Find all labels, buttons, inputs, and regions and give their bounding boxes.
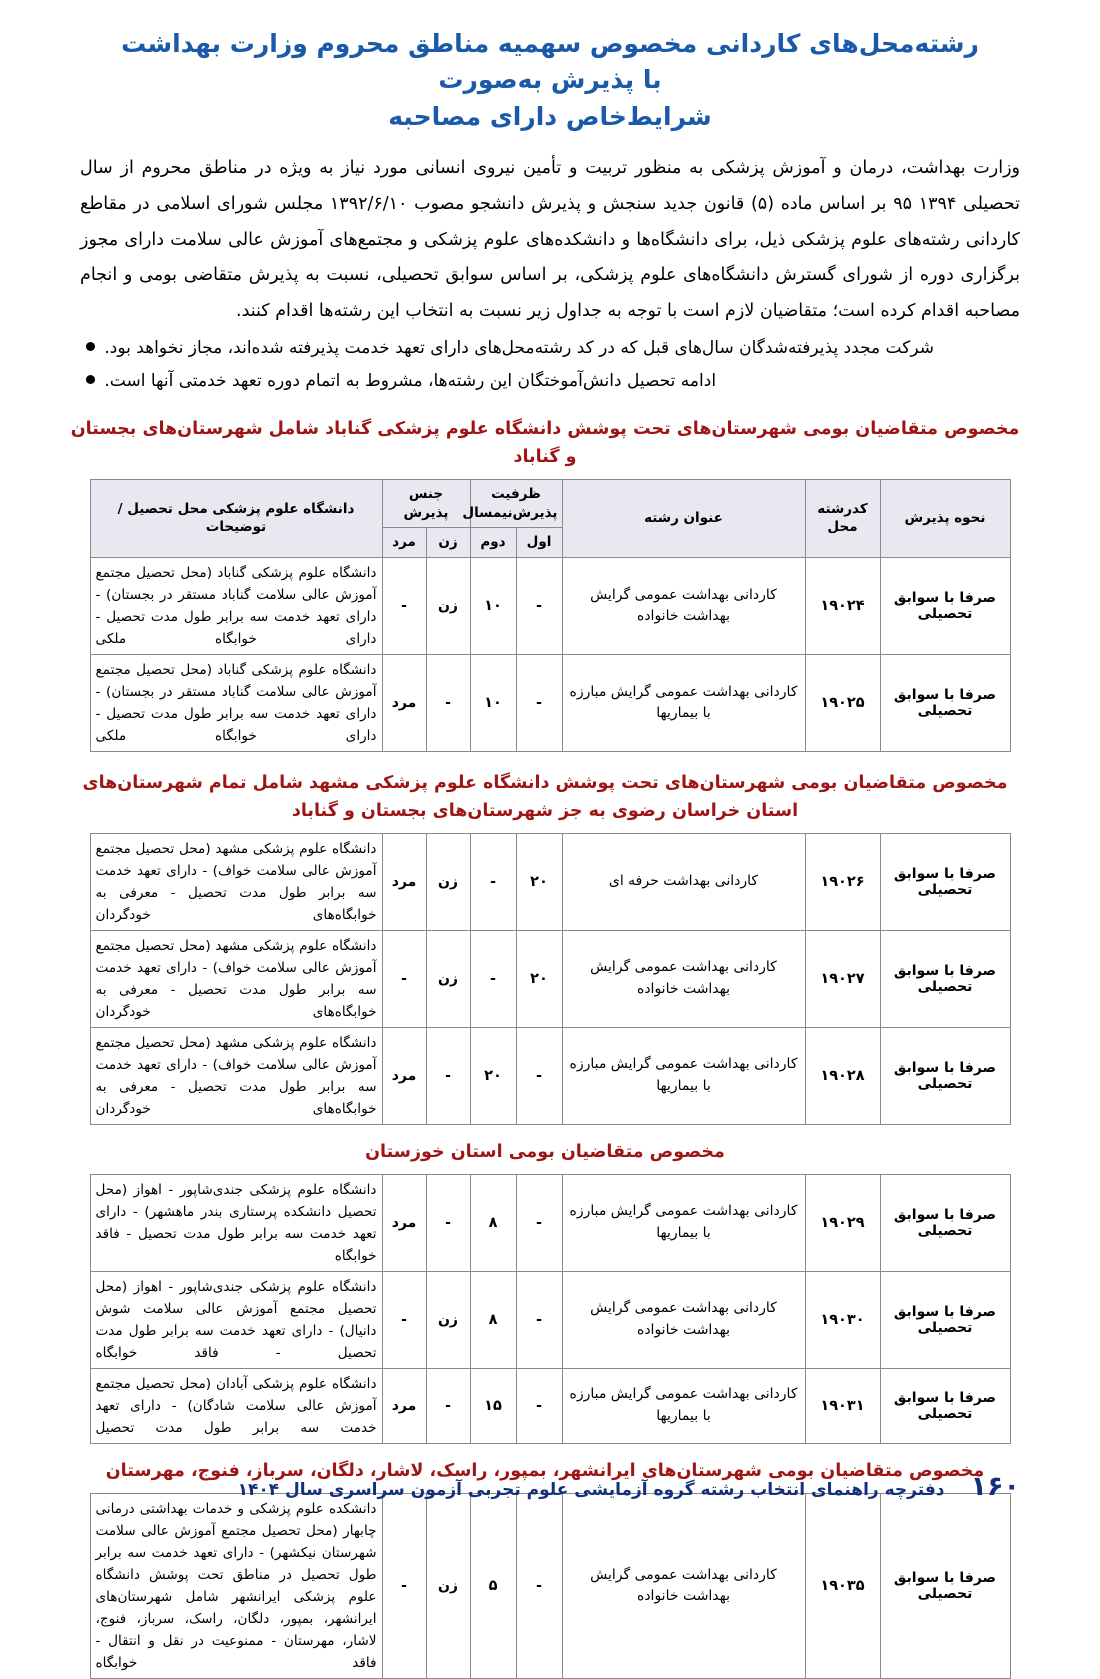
cell-onvan: کاردانی بهداشت حرفه ای — [562, 833, 805, 930]
cell-aval: - — [516, 558, 562, 655]
cell-zan: زن — [426, 558, 470, 655]
table-body — [90, 558, 1010, 752]
list-item — [80, 365, 1020, 398]
cell-aval: - — [516, 655, 562, 752]
cell-aval: - — [516, 1369, 562, 1444]
cell-zan: - — [426, 1369, 470, 1444]
cell-code: ۱۹۰۲۷ — [805, 930, 880, 1027]
cell-aval: - — [516, 1272, 562, 1369]
cell-onvan: کاردانی بهداشت عمومی گرایش مبارزه با بیماریها — [562, 1175, 805, 1272]
cell-code: ۱۹۰۳۵ — [805, 1494, 880, 1679]
bullet-dot-icon — [86, 342, 95, 351]
page-number: ۱۶۰ — [970, 1470, 1020, 1502]
table-body — [90, 1175, 1010, 1444]
cell-dovom: ۱۰ — [470, 655, 516, 752]
cell-code: ۱۹۰۲۸ — [805, 1027, 880, 1124]
cell-mard: - — [382, 930, 426, 1027]
list-item — [80, 332, 1020, 365]
cell-desc: دانشگاه علوم پزشکی جندی‌شاپور - اهواز (محل تحصیل دانشکده پرستاری بندر ماهشهر) - دارای تعهد خدمت سه برابر طول مدت تحصیل - فاقد خوابگاه — [90, 1175, 382, 1272]
cell-desc: دانشگاه علوم پزشکی مشهد (محل تحصیل مجتمع آموزش عالی سلامت خواف) - دارای تعهد خدمت سه برابر طول مدت تحصیل - معرفی به خوابگاه‌های خودگردان — [90, 1027, 382, 1124]
th-zarfiat — [462, 479, 562, 528]
cell-aval: ۲۰ — [516, 833, 562, 930]
table-row — [90, 558, 1010, 655]
cell-nahve: صرفا با سوابق تحصیلی — [880, 930, 1010, 1027]
table-row — [90, 1272, 1010, 1369]
table-iranshahr — [90, 1493, 1011, 1679]
page-title-line-1: رشته‌محل‌های کاردانی مخصوص سهمیه مناطق محروم وزارت بهداشت با پذیرش به‌صورت — [121, 29, 979, 95]
table-header — [90, 479, 1010, 558]
cell-dovom: ۵ — [470, 1494, 516, 1679]
cell-aval: ۲۰ — [516, 930, 562, 1027]
th-code-reshte-mahal — [805, 479, 880, 558]
cell-desc: دانشگاه علوم پزشکی مشهد (محل تحصیل مجتمع آموزش عالی سلامت خواف) - دارای تعهد خدمت سه برابر طول مدت تحصیل - معرفی به خوابگاه‌های خودگردان — [90, 833, 382, 930]
cell-nahve: صرفا با سوابق تحصیلی — [880, 1494, 1010, 1679]
cell-code: ۱۹۰۲۹ — [805, 1175, 880, 1272]
section-heading-khuzestan: مخصوص متقاضیان بومی استان خوزستان — [365, 1141, 725, 1162]
section-heading-gonabad: مخصوص متقاضیان بومی شهرستان‌های تحت پوشش دانشگاه علوم پزشکی گناباد شامل شهرستان‌های بجستان و گناباد — [70, 419, 1020, 467]
cell-onvan: کاردانی بهداشت عمومی گرایش بهداشت خانواده — [562, 930, 805, 1027]
table-gonabad — [90, 479, 1011, 753]
th-jens-mard: مرد — [382, 528, 426, 558]
table-row — [90, 833, 1010, 930]
cell-code: ۱۹۰۲۵ — [805, 655, 880, 752]
cell-desc: دانشگاه علوم پزشکی گناباد (محل تحصیل مجتمع آموزش عالی سلامت گناباد مستقر در بجستان) - دارای تعهد خدمت سه برابر طول مدت تحصیل - دارای خوابگاه ملکی — [90, 655, 382, 752]
cell-dovom: ۸ — [470, 1175, 516, 1272]
cell-zan: زن — [426, 930, 470, 1027]
cell-zan: - — [426, 1175, 470, 1272]
th-code-line-2: محل — [827, 519, 858, 536]
th-zarfiat-line-2: پذیرش‌نیمسال — [462, 504, 558, 521]
th-daneshgah-tozihat: دانشگاه علوم پزشکی محل تحصیل / توضیحات — [90, 479, 382, 558]
section-heading-mashhad: مخصوص متقاضیان بومی شهرستان‌های تحت پوشش دانشگاه علوم پزشکی مشهد شامل تمام شهرستان‌های استان خراسان رضوی به جز شهرستان‌های بجستان و گناباد — [82, 773, 1008, 821]
cell-dovom: ۱۰ — [470, 558, 516, 655]
cell-onvan: کاردانی بهداشت عمومی گرایش بهداشت خانواده — [562, 1272, 805, 1369]
cell-nahve: صرفا با سوابق تحصیلی — [880, 1369, 1010, 1444]
cell-nahve: صرفا با سوابق تحصیلی — [880, 833, 1010, 930]
cell-desc: دانشکده علوم پزشکی و خدمات بهداشتی درمانی چابهار (محل تحصیل مجتمع آموزش عالی سلامت شهرستان نیکشهر) - دارای تعهد خدمت سه برابر طول تحصیل در مناطق تحت پوشش دانشگاه علوم پزشکی ایرانشهر شامل شهرستان‌های ایرانشهر، بمپور، دلگان، راسک، سرباز، فنوج، لاشار، مهرستان - ممنوعیت در نقل و انتقال - فاقد خوابگاه — [90, 1494, 382, 1679]
th-nahve-paziresh: نحوه پذیرش — [880, 479, 1010, 558]
cell-nahve: صرفا با سوابق تحصیلی — [880, 655, 1010, 752]
table-khuzestan — [90, 1174, 1011, 1444]
cell-mard: مرد — [382, 833, 426, 930]
table-row — [90, 655, 1010, 752]
th-jens-zan: زن — [426, 528, 470, 558]
cell-code: ۱۹۰۲۴ — [805, 558, 880, 655]
cell-dovom: ۸ — [470, 1272, 516, 1369]
cell-code: ۱۹۰۳۱ — [805, 1369, 880, 1444]
cell-aval: - — [516, 1175, 562, 1272]
cell-nahve: صرفا با سوابق تحصیلی — [880, 558, 1010, 655]
cell-nahve: صرفا با سوابق تحصیلی — [880, 1027, 1010, 1124]
cell-dovom: - — [470, 833, 516, 930]
cell-mard: مرد — [382, 1027, 426, 1124]
cell-dovom: ۲۰ — [470, 1027, 516, 1124]
cell-nahve: صرفا با سوابق تحصیلی — [880, 1272, 1010, 1369]
cell-onvan: کاردانی بهداشت عمومی گرایش مبارزه با بیماریها — [562, 1027, 805, 1124]
cell-zan: - — [426, 655, 470, 752]
cell-code: ۱۹۰۳۰ — [805, 1272, 880, 1369]
cell-aval: - — [516, 1494, 562, 1679]
table-row — [90, 1027, 1010, 1124]
table-row — [90, 1369, 1010, 1444]
th-zarfiat-aval: اول — [516, 528, 562, 558]
table-row — [90, 930, 1010, 1027]
cell-onvan: کاردانی بهداشت عمومی گرایش بهداشت خانواده — [562, 558, 805, 655]
cell-zan: زن — [426, 833, 470, 930]
cell-nahve: صرفا با سوابق تحصیلی — [880, 1175, 1010, 1272]
bullet-dot-icon — [86, 375, 95, 384]
cell-aval: - — [516, 1027, 562, 1124]
cell-onvan: کاردانی بهداشت عمومی گرایش مبارزه با بیماریها — [562, 1369, 805, 1444]
cell-mard: مرد — [382, 1175, 426, 1272]
cell-desc: دانشگاه علوم پزشکی مشهد (محل تحصیل مجتمع آموزش عالی سلامت خواف) - دارای تعهد خدمت سه برابر طول مدت تحصیل - معرفی به خوابگاه‌های خودگردان — [90, 930, 382, 1027]
table-row — [90, 1175, 1010, 1272]
cell-mard: - — [382, 1272, 426, 1369]
cell-mard: مرد — [382, 655, 426, 752]
th-jens-paziresh: جنس پذیرش — [382, 479, 470, 528]
cell-desc: دانشگاه علوم پزشکی گناباد (محل تحصیل مجتمع آموزش عالی سلامت گناباد مستقر در بجستان) - دارای تعهد خدمت سه برابر طول مدت تحصیل - دارای خوابگاه ملکی — [90, 558, 382, 655]
footer-text: دفترچه راهنمای انتخاب رشته گروه آزمایشی علوم تجربی آزمون سراسری سال ۱۴۰۴ — [237, 1479, 945, 1500]
th-code-line-1: کدرشته — [817, 500, 868, 517]
cell-dovom: ۱۵ — [470, 1369, 516, 1444]
page-footer — [0, 1466, 1100, 1506]
cell-zan: - — [426, 1027, 470, 1124]
cell-mard: - — [382, 558, 426, 655]
table-body — [90, 833, 1010, 1124]
intro-paragraph: وزارت بهداشت، درمان و آموزش پزشکی به منظور تربیت و تأمین نیروی انسانی مورد نیاز به ویژه در مناطق محروم از سال تحصیلی ۱۳۹۴ ۹۵ بر اساس ماده (۵) قانون جدید سنجش و پذیرش دانشجو مصوب ۱۳۹۲/۶/۱۰ مجلس شورای اسلامی در مقاطع کاردانی رشته‌های علوم پزشکی ذیل، برای دانشگاه‌ها و دانشکده‌های علوم پزشکی و مجتمع‌های آموزش عالی سلامت دارای مجوز برگزاری دوره از شورای گسترش دانشگاه‌های علوم پزشکی، بر اساس سوابق تحصیلی، نسبت به پذیرش متقاضی بومی و انجام مصاحبه اقدام کرده است؛ متقاضیان لازم است با توجه به جداول زیر نسبت به انتخاب این رشته‌ها اقدام کنند. — [80, 157, 1020, 322]
cell-dovom: - — [470, 930, 516, 1027]
cell-zan: زن — [426, 1494, 470, 1679]
cell-mard: - — [382, 1494, 426, 1679]
cell-code: ۱۹۰۲۶ — [805, 833, 880, 930]
cell-zan: زن — [426, 1272, 470, 1369]
cell-desc: دانشگاه علوم پزشکی آبادان (محل تحصیل مجتمع آموزش عالی سلامت شادگان) - دارای تعهد خدمت سه برابر طول مدت تحصیل — [90, 1369, 382, 1444]
cell-onvan: کاردانی بهداشت عمومی گرایش بهداشت خانواده — [562, 1494, 805, 1679]
section-heading-iranshahr: مخصوص متقاضیان بومی شهرستان‌های ایرانشهر، بمپور، راسک، لاشار، دلگان، سرباز، فنوج، مهرستان — [105, 1461, 985, 1482]
th-zarfiat-dovom: دوم — [470, 528, 516, 558]
page-title — [110, 26, 990, 135]
th-onvan-reshte: عنوان رشته — [562, 479, 805, 558]
bullet-text: ادامه تحصیل دانش‌آموختگان این رشته‌ها، مشروط به اتمام دوره تعهد خدمتی آنها است. — [104, 371, 717, 392]
notes-list — [80, 332, 1020, 398]
cell-mard: مرد — [382, 1369, 426, 1444]
bullet-text: شرکت مجدد پذیرفته‌شدگان سال‌های قبل که در کد رشته‌محل‌های دارای تعهد خدمت پذیرفته شده‌اند، مجاز نخواهد بود. — [104, 338, 934, 359]
cell-onvan: کاردانی بهداشت عمومی گرایش مبارزه با بیماریها — [562, 655, 805, 752]
table-mashhad — [90, 833, 1011, 1125]
cell-desc: دانشگاه علوم پزشکی جندی‌شاپور - اهواز (محل تحصیل مجتمع آموزش عالی سلامت شوش دانیال) - دارای تعهد خدمت سه برابر طول مدت تحصیل - فاقد خوابگاه — [90, 1272, 382, 1369]
page-title-line-2: شرایط‌خاص دارای مصاحبه — [388, 101, 712, 131]
th-zarfiat-line-1: ظرفیت — [491, 485, 541, 502]
